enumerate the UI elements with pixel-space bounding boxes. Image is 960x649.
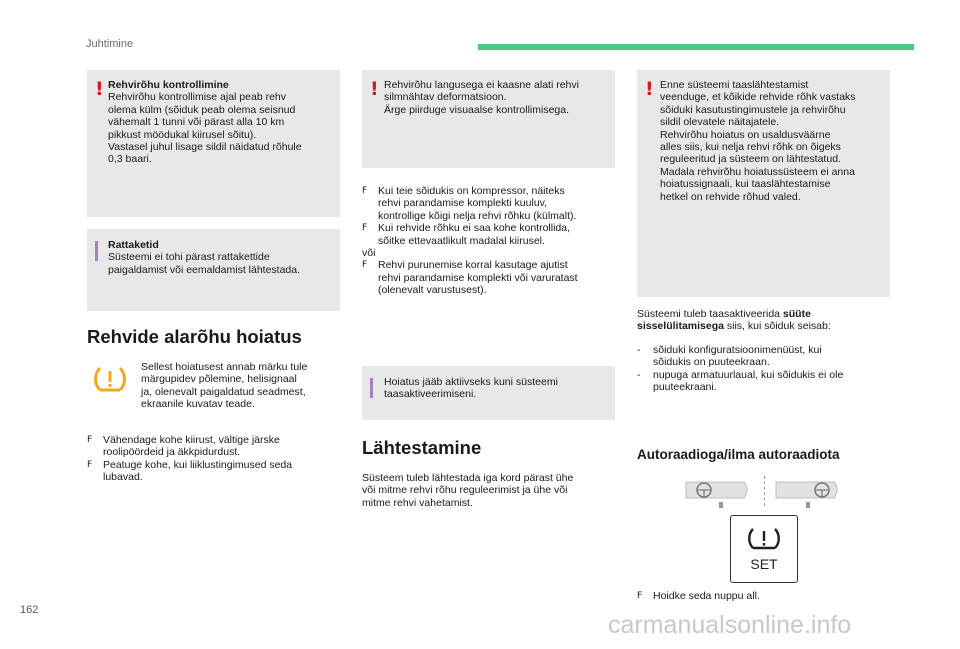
info-icon xyxy=(95,241,98,261)
pointer-marker-icon xyxy=(719,502,723,508)
tpms-warning-light-icon xyxy=(92,364,128,394)
warning-icon: ! xyxy=(370,78,379,100)
text-span: Süsteemi tuleb taasaktiveerida xyxy=(637,308,783,320)
text-line: sõiduki kasutustingimustele ja rehvirõhu xyxy=(660,103,846,116)
bullet-marker: F xyxy=(362,223,368,234)
text-line: Rehvirõhu hoiatus on usaldusväärne xyxy=(660,128,831,141)
text-line: Ärge piirduge visuaalse kontrollimisega. xyxy=(384,103,570,116)
text-line: Vähendage kohe kiirust, vältige järske xyxy=(103,434,280,446)
text-line: vähemalt 1 tunni või pärast alla 10 km xyxy=(108,116,285,129)
warning-icon: ! xyxy=(95,78,104,100)
list-item xyxy=(87,459,340,484)
text-line: 0,3 baari. xyxy=(108,153,152,166)
variant-divider xyxy=(764,476,766,506)
text-line: Peatuge kohe, kui liiklustingimused seda xyxy=(103,458,293,471)
pointer-marker-icon xyxy=(806,502,810,508)
info-icon xyxy=(370,378,373,398)
list-item xyxy=(637,590,760,602)
text-line: reguleeritud ja süsteem on lähtestatud. xyxy=(660,153,841,166)
text-line: (olenevalt varustusest). xyxy=(378,284,487,297)
bullet-marker: F xyxy=(87,435,93,445)
list-item xyxy=(362,222,617,247)
alert-description xyxy=(141,361,341,411)
bullet-marker: F xyxy=(87,459,93,470)
text-span-bold: süüte xyxy=(782,308,811,320)
text-line: või mitme rehvi rõhu reguleerimist ja ühe või xyxy=(362,484,568,497)
text-line: sõiduki konfiguratsioonimenüüst, kui xyxy=(653,344,822,356)
text-line: hoiatussignaali, kui taaslähtestamise xyxy=(660,178,831,191)
bullet-marker: F xyxy=(362,186,368,196)
list-item xyxy=(637,369,892,394)
section-heading-underinflation: Rehvide alarõhu hoiatus xyxy=(87,326,302,347)
list-item xyxy=(362,259,617,296)
warning-icon: ! xyxy=(645,78,654,100)
text-line: olema külm (sõiduk peab olema seisnud xyxy=(108,103,296,116)
dashboard-right-illustration xyxy=(774,476,842,510)
tpms-set-button[interactable] xyxy=(730,515,798,583)
list-item xyxy=(362,185,617,222)
text-line: Hoidke seda nuppu all. xyxy=(653,590,760,602)
tpms-symbol-icon xyxy=(744,526,784,552)
text-line: silmnähtav deformatsioon. xyxy=(384,91,507,104)
text-line: rehvi parandamise komplekti või varuratast xyxy=(378,271,578,284)
text-line: rehvi parandamise komplekti kuuluv, xyxy=(378,197,548,210)
text-line: ja, olenevalt paigaldatud seadmest, xyxy=(141,385,306,398)
text-line: Vastasel juhul lisage sildil näidatud rõhule xyxy=(108,141,302,154)
text-line: mitme rehvi vahetamist. xyxy=(362,496,473,509)
action-bullet-list xyxy=(87,434,340,484)
section-title: Juhtimine xyxy=(86,38,134,50)
dash-marker: - xyxy=(637,368,641,381)
text-line: Sellest hoiatusest annab märku tule xyxy=(141,361,308,373)
warning-title: Rehvirõhu kontrollimine xyxy=(108,79,229,91)
text-line: kontrollige kõigi nelja rehvi rõhku (külmalt). xyxy=(378,209,577,222)
watermark: carmanualsonline.info xyxy=(608,611,852,639)
text-line: sõidukis on puuteekraan. xyxy=(653,356,770,369)
text-line: pikkust möödukal kiirusel sõitu). xyxy=(108,128,257,141)
section-accent-bar xyxy=(478,44,914,50)
text-line: sõitke ettevaatlikult madalal kiirusel. xyxy=(378,234,545,247)
bullet-marker: F xyxy=(637,591,643,601)
info-title: Rattaketid xyxy=(108,239,159,251)
sub-heading-radio: Autoraadioga/ilma autoraadiota xyxy=(637,447,840,462)
section-heading-reset: Lähtestamine xyxy=(362,437,482,458)
text-line: veenduge, et kõikide rehvide rõhk vastaks xyxy=(660,91,856,104)
list-item xyxy=(637,344,892,369)
dashboard-left-illustration xyxy=(684,476,752,510)
text-span: siis, kui sõiduk seisab: xyxy=(723,320,831,333)
text-line: nupuga armatuurlaual, kui sõidukis ei ole xyxy=(653,368,844,381)
text-line: Süsteem tuleb lähtestada iga kord pärast ühe xyxy=(362,472,574,484)
dash-marker: - xyxy=(637,344,641,356)
info-box-text xyxy=(108,239,336,276)
text-line: Rehvirõhu kontrollimise ajal peab rehv xyxy=(108,91,287,104)
page-number: 162 xyxy=(20,604,39,616)
text-line: Enne süsteemi taaslähtestamist xyxy=(660,79,809,91)
or-word: või xyxy=(362,247,376,260)
text-line: sildil olevatele näitajatele. xyxy=(660,116,780,129)
text-line: Süsteemi ei tohi pärast rattakettide xyxy=(108,251,270,264)
text-line: Rehvi purunemise korral kasutage ajutist xyxy=(378,259,568,272)
text-line: hetkel on rehvide rõhud valed. xyxy=(660,190,801,203)
text-line: alles siis, kui nelja rehvi rõhk on õigeks xyxy=(660,141,841,154)
info-box-text xyxy=(384,376,612,401)
bullet-marker: F xyxy=(362,260,368,271)
warning-box-text xyxy=(660,79,888,203)
text-line: Kui teie sõidukis on kompressor, näiteks xyxy=(378,185,565,197)
text-line: roolipöördeid ja äkkpidurdust. xyxy=(103,446,241,459)
text-line: Rehvirõhu langusega ei kaasne alati rehvi xyxy=(384,79,579,91)
list-item xyxy=(87,434,340,459)
text-line: puuteekraani. xyxy=(653,381,717,394)
text-line: Hoiatus jääb aktiivseks kuni süsteemi xyxy=(384,376,558,388)
text-span-bold: sisselülitamisega xyxy=(637,320,724,333)
warning-box-text xyxy=(384,79,612,116)
text-line: märgupidev põlemine, helisignaal xyxy=(141,373,297,386)
text-line: Madala rehvirõhu hoiatussüsteem ei anna xyxy=(660,165,855,178)
compressor-bullet-list xyxy=(362,185,617,297)
reactivation-text xyxy=(637,308,892,333)
reset-description xyxy=(362,472,617,509)
text-line: taasaktiveerimiseni. xyxy=(384,388,477,401)
text-line: paigaldamist või eemaldamist lähtestada. xyxy=(108,263,301,276)
warning-box-text xyxy=(108,79,336,166)
text-line: lubavad. xyxy=(103,471,143,484)
text-line: ekraanile kuvatav teade. xyxy=(141,398,255,411)
text-line: Kui rehvide rõhku ei saa kohe kontrollida, xyxy=(378,222,571,235)
set-button-label: SET xyxy=(750,556,778,572)
reactivation-options-list xyxy=(637,344,892,394)
